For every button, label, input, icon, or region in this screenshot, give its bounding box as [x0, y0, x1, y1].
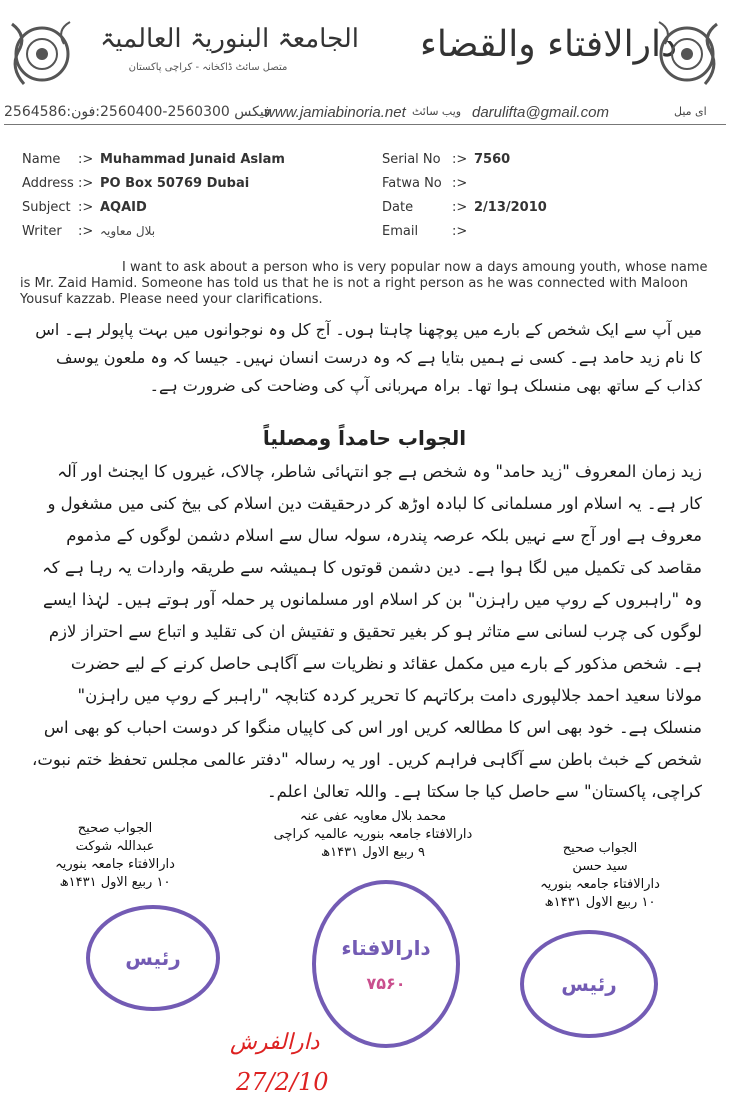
- stamp-right: رئیس: [520, 930, 658, 1038]
- email-label: ای میل: [674, 105, 707, 118]
- fatwa-row: Fatwa No :>: [382, 176, 468, 191]
- writer-row: Writer :> بلال معاویہ: [22, 224, 156, 239]
- email-row: Email :>: [382, 224, 468, 239]
- stamp-center: دارالافتاء ۷۵۶۰: [312, 880, 460, 1048]
- date-value: 2/13/2010: [474, 200, 547, 215]
- answer-urdu: زید زمان المعروف "زید حامد" وہ شخص ہے جو انتہائی شاطر، چالاک، غیروں کا ایجنٹ اور آلہ کار ہے۔ یہ اسلام اور مسلمانی کا لبادہ اوڑھ کر درحقیقت دین اسلام کی بیخ کنی میں مشغول و معروف ہے اور آج سے نہیں بلکہ عرصہ پندرہ، سولہ سال سے اسلام دشمن لوگوں کے مذموم مقاصد کی تکمیل میں لگا ہوا ہے۔ دین دشمن قوتوں کا ہمیشہ سے طریقہ واردات یہ رہا ہے کہ وہ "راہبروں کے روپ میں راہزن" بن کر اسلام اور مسلمانوں پر حملہ آور ہوتے ہیں۔ لہٰذا ایسے لوگوں کی چرب لسانی سے متاثر ہو کر بغیر تحقیق و تفتیش ان کی تقلید و اتباع سے احتراز لازم ہے۔ شخص مذکور کے بارے میں مکمل عقائد و نظریات سے آگاہی حاصل کرنے کے لیے حضرت مولانا سعید احمد جلالپوری دامت برکاتہم کا تحریر کردہ کتابچہ "راہبر کے روپ میں راہزن" منسلک ہے۔ خود بھی اس کا مطالعہ کریں اور اس کی کاپیاں منگوا کر دوست احباب کو بھی اس شخص کے خبث باطن سے آگاہی فراہم کریں۔ اور یہ رسالہ "دفتر عالمی مجلس تحفظ ختم نبوت، کراچی، پاکستان" سے حاصل کیا جا سکتا ہے۔ واللہ تعالیٰ اعلم۔: [32, 462, 702, 801]
- website-link[interactable]: www.jamiabinoria.net: [264, 104, 406, 121]
- letterhead: [0, 0, 729, 100]
- address-value: PO Box 50769 Dubai: [100, 176, 250, 191]
- address-row: Address :> PO Box 50769 Dubai: [22, 176, 250, 191]
- serial-row: Serial No :> 7560: [382, 152, 511, 167]
- university-address: متصل سائٹ ڈاکخانہ - کراچی پاکستان: [128, 62, 288, 73]
- name-row: Name :> Muhammad Junaid Aslam: [22, 152, 285, 167]
- subject-value: AQAID: [100, 200, 147, 215]
- signature-left: الجواب صحیح عبداللہ شوکت دارالافتاء جامعہ بنوریہ ۱۰ ربیع الاول ۱۴۳۱ھ: [55, 821, 175, 890]
- university-name: الجامعۃ البنوریۃ العالمیۃ: [100, 24, 360, 54]
- serial-value: 7560: [474, 152, 511, 167]
- darulifta-title: دارالافتاء والقضاء: [420, 24, 678, 65]
- divider: [4, 124, 726, 125]
- floral-ornament-icon: [653, 18, 721, 90]
- signature-right: الجواب صحیح سید حسن دارالافتاء جامعہ بنوریہ ۱۰ ربیع الاول ۱۴۳۱ھ: [540, 841, 660, 910]
- name-value: Muhammad Junaid Aslam: [100, 152, 285, 167]
- email-link[interactable]: darulifta@gmail.com: [472, 104, 609, 121]
- writer-value: بلال معاویہ: [100, 224, 156, 238]
- question-english: I want to ask about a person who is very popular now a days amoung youth, whose name is Mr. Zaid Hamid. Someone has told us that he is not a right person as he was connected with Maloon Yousuf kazzab. Please need your clarifications.: [20, 260, 708, 307]
- red-note-date: 27/2/10: [236, 1068, 329, 1096]
- red-note-title: دارالفرش: [230, 1030, 320, 1055]
- stamp-left: رئیس: [86, 905, 220, 1011]
- answer-heading: الجواب حامداً ومصلیاً: [262, 426, 467, 450]
- date-row: Date :> 2/13/2010: [382, 200, 547, 215]
- question-urdu: میں آپ سے ایک شخص کے بارے میں پوچھنا چاہتا ہوں۔ آج کل وہ نوجوانوں میں بہت پاپولر ہے۔ اس کا نام زید حامد ہے۔ کسی نے ہمیں بتایا ہے کہ وہ درست انسان نہیں۔ جیسا کہ وہ ملعون یوسف کذاب کے ساتھ بھی منسلک ہوا تھا۔ براہ مہربانی آپ کی وضاحت کی ضرورت ہے۔: [35, 320, 702, 395]
- floral-ornament-icon: [8, 18, 76, 90]
- signature-center: محمد بلال معاویہ عفی عنہ دارالافتاء جامعہ بنوریہ عالمیہ کراچی ۹ ربیع الاول ۱۴۳۱ھ: [273, 809, 473, 860]
- website-label: ویب سائٹ: [412, 105, 462, 118]
- phone-fax: 2564586: فیکس 2560300-2560400:فون: [4, 104, 271, 120]
- subject-row: Subject :> AQAID: [22, 200, 147, 215]
